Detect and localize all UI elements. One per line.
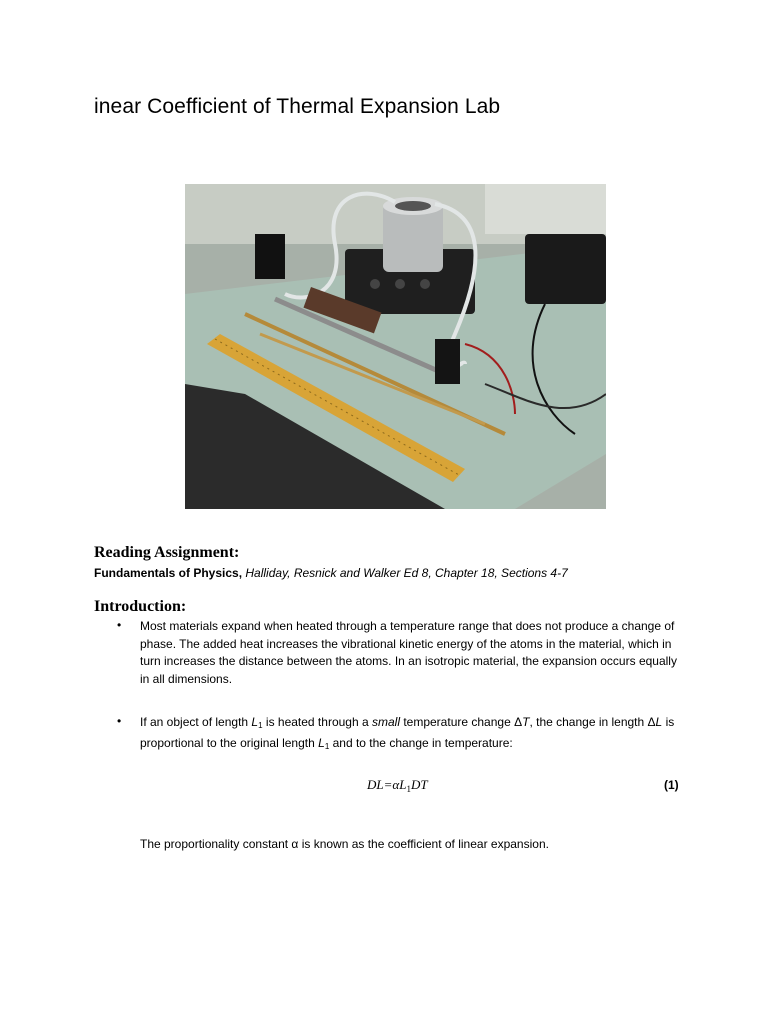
intro-paragraph-1: Most materials expand when heated through a temperature range that does not produce a change of phase. The added heat increases the vibrational kinetic energy of the atoms in the material, which in turn increases the distance between the atoms. In an isotropic material, the expansion occurs equally in all dimensions.: [140, 619, 677, 687]
reading-assignment-heading: Reading Assignment:: [94, 544, 240, 561]
reading-reference: [94, 566, 568, 580]
page-title: inear Coefficient of Thermal Expansion Lab: [94, 95, 501, 118]
bullet-marker: •: [117, 714, 122, 728]
bullet-marker: •: [117, 618, 122, 632]
equation-number: (1): [664, 778, 679, 792]
intro-paragraph-2: If an object of length $L_1$ is heated through a small temperature change ΔT, the change in length ΔL is proportional to the original length $L_1$ and to the change in temperature:: [140, 715, 675, 751]
introduction-heading: Introduction:: [94, 598, 187, 615]
book-title: Fundamentals of Physics,: [94, 566, 243, 580]
equation-1: $DL=\alpha L_1DT$: [367, 777, 428, 794]
apparatus-photo: [185, 184, 606, 509]
book-details: Halliday, Resnick and Walker Ed 8, Chapter 18, Sections 4-7: [242, 566, 568, 580]
closing-sentence: The proportionality constant α is known as the coefficient of linear expansion.: [140, 837, 549, 851]
